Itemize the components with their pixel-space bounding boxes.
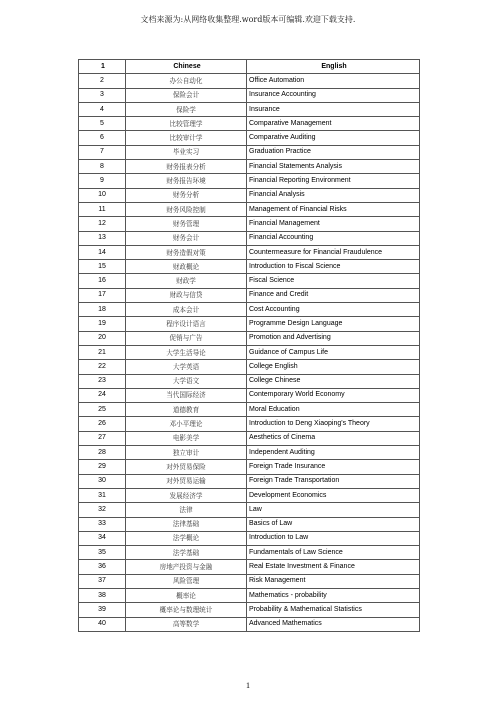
table-row bbox=[79, 460, 420, 474]
row-number: 16 bbox=[79, 274, 126, 288]
chinese-term: 财政概论 bbox=[126, 260, 247, 274]
english-term: Development Economics bbox=[247, 488, 420, 502]
table-row bbox=[79, 174, 420, 188]
table-row bbox=[79, 260, 420, 274]
chinese-term: 保险会计 bbox=[126, 88, 247, 102]
english-term: Mathematics - probability bbox=[247, 588, 420, 602]
english-term: Advanced Mathematics bbox=[247, 617, 420, 631]
row-number: 12 bbox=[79, 217, 126, 231]
chinese-term: 法学概论 bbox=[126, 531, 247, 545]
table-row bbox=[79, 102, 420, 116]
table-row bbox=[79, 131, 420, 145]
chinese-term: 保险学 bbox=[126, 102, 247, 116]
english-term: Comparative Management bbox=[247, 117, 420, 131]
row-number: 29 bbox=[79, 460, 126, 474]
english-term: Aesthetics of Cinema bbox=[247, 431, 420, 445]
row-number: 13 bbox=[79, 231, 126, 245]
english-term: Insurance bbox=[247, 102, 420, 116]
chinese-term: 对外贸易保险 bbox=[126, 460, 247, 474]
chinese-term: 法律基础 bbox=[126, 517, 247, 531]
chinese-term: 比较审计学 bbox=[126, 131, 247, 145]
row-number: 28 bbox=[79, 446, 126, 460]
table-row bbox=[79, 446, 420, 460]
english-term: Contemporary World Economy bbox=[247, 388, 420, 402]
row-number: 8 bbox=[79, 160, 126, 174]
row-number: 19 bbox=[79, 317, 126, 331]
english-term: Management of Financial Risks bbox=[247, 202, 420, 216]
chinese-term: 发展经济学 bbox=[126, 488, 247, 502]
english-term: Office Automation bbox=[247, 74, 420, 88]
row-number: 5 bbox=[79, 117, 126, 131]
english-term: Law bbox=[247, 503, 420, 517]
english-term: Financial Accounting bbox=[247, 231, 420, 245]
table-row bbox=[79, 388, 420, 402]
table-row bbox=[79, 288, 420, 302]
english-term: Financial Analysis bbox=[247, 188, 420, 202]
chinese-term: 高等数学 bbox=[126, 617, 247, 631]
table-row bbox=[79, 417, 420, 431]
chinese-term: 财政与信贷 bbox=[126, 288, 247, 302]
row-number: 35 bbox=[79, 546, 126, 560]
chinese-term: 对外贸易运输 bbox=[126, 474, 247, 488]
chinese-term: 风险管理 bbox=[126, 574, 247, 588]
english-term: Real Estate Investment & Finance bbox=[247, 560, 420, 574]
chinese-term: 道德教育 bbox=[126, 403, 247, 417]
row-number: 15 bbox=[79, 260, 126, 274]
chinese-term: 财务管理 bbox=[126, 217, 247, 231]
chinese-term: 比较管理学 bbox=[126, 117, 247, 131]
english-term: Introduction to Deng Xiaoping's Theory bbox=[247, 417, 420, 431]
row-number: 37 bbox=[79, 574, 126, 588]
chinese-term: 财务报告环境 bbox=[126, 174, 247, 188]
table-row bbox=[79, 374, 420, 388]
row-number: 32 bbox=[79, 503, 126, 517]
row-number: 25 bbox=[79, 403, 126, 417]
table-row bbox=[79, 488, 420, 502]
table-row bbox=[79, 231, 420, 245]
row-number: 9 bbox=[79, 174, 126, 188]
row-number: 38 bbox=[79, 588, 126, 602]
english-term: Moral Education bbox=[247, 403, 420, 417]
english-term: Financial Statements Analysis bbox=[247, 160, 420, 174]
row-number: 10 bbox=[79, 188, 126, 202]
header-chinese: Chinese bbox=[126, 60, 247, 74]
chinese-term: 财务风险控制 bbox=[126, 202, 247, 216]
chinese-term: 财务分析 bbox=[126, 188, 247, 202]
row-number: 4 bbox=[79, 102, 126, 116]
table-row bbox=[79, 217, 420, 231]
row-number: 31 bbox=[79, 488, 126, 502]
table-row bbox=[79, 617, 420, 631]
chinese-term: 法律 bbox=[126, 503, 247, 517]
english-term: Guidance of Campus Life bbox=[247, 345, 420, 359]
header-english: English bbox=[247, 60, 420, 74]
row-number: 2 bbox=[79, 74, 126, 88]
table-row bbox=[79, 202, 420, 216]
chinese-term: 成本会计 bbox=[126, 303, 247, 317]
row-number: 36 bbox=[79, 560, 126, 574]
table-row bbox=[79, 360, 420, 374]
row-number: 11 bbox=[79, 202, 126, 216]
row-number: 7 bbox=[79, 145, 126, 159]
header-number: 1 bbox=[79, 60, 126, 74]
english-term: Introduction to Fiscal Science bbox=[247, 260, 420, 274]
chinese-term: 促销与广告 bbox=[126, 331, 247, 345]
table-row bbox=[79, 145, 420, 159]
table-row bbox=[79, 517, 420, 531]
row-number: 33 bbox=[79, 517, 126, 531]
chinese-term: 法学基础 bbox=[126, 546, 247, 560]
row-number: 20 bbox=[79, 331, 126, 345]
row-number: 21 bbox=[79, 345, 126, 359]
chinese-term: 大学语文 bbox=[126, 374, 247, 388]
row-number: 18 bbox=[79, 303, 126, 317]
english-term: Financial Reporting Environment bbox=[247, 174, 420, 188]
english-term: Independent Auditing bbox=[247, 446, 420, 460]
table-row bbox=[79, 188, 420, 202]
chinese-term: 财务造假对策 bbox=[126, 245, 247, 259]
english-term: Promotion and Advertising bbox=[247, 331, 420, 345]
row-number: 39 bbox=[79, 603, 126, 617]
chinese-term: 大学生活导论 bbox=[126, 345, 247, 359]
table-row bbox=[79, 331, 420, 345]
table-row bbox=[79, 588, 420, 602]
chinese-term: 电影美学 bbox=[126, 431, 247, 445]
english-term: Countermeasure for Financial Fraudulence bbox=[247, 245, 420, 259]
table-row bbox=[79, 160, 420, 174]
row-number: 24 bbox=[79, 388, 126, 402]
row-number: 30 bbox=[79, 474, 126, 488]
english-term: Finance and Credit bbox=[247, 288, 420, 302]
row-number: 26 bbox=[79, 417, 126, 431]
chinese-term: 毕业实习 bbox=[126, 145, 247, 159]
table-row bbox=[79, 474, 420, 488]
english-term: Programme Design Language bbox=[247, 317, 420, 331]
table-header-row bbox=[79, 60, 420, 74]
english-term: Comparative Auditing bbox=[247, 131, 420, 145]
english-term: Fundamentals of Law Science bbox=[247, 546, 420, 560]
chinese-term: 程序设计语言 bbox=[126, 317, 247, 331]
chinese-term: 财政学 bbox=[126, 274, 247, 288]
table-row bbox=[79, 303, 420, 317]
table-row bbox=[79, 117, 420, 131]
table-row bbox=[79, 245, 420, 259]
page-number: 1 bbox=[246, 681, 250, 690]
english-term: Probability & Mathematical Statistics bbox=[247, 603, 420, 617]
table-row bbox=[79, 546, 420, 560]
row-number: 34 bbox=[79, 531, 126, 545]
english-term: College Chinese bbox=[247, 374, 420, 388]
chinese-term: 房地产投资与金融 bbox=[126, 560, 247, 574]
table-row bbox=[79, 503, 420, 517]
english-term: Insurance Accounting bbox=[247, 88, 420, 102]
table-row bbox=[79, 74, 420, 88]
table-row bbox=[79, 345, 420, 359]
chinese-term: 大学英语 bbox=[126, 360, 247, 374]
english-term: Basics of Law bbox=[247, 517, 420, 531]
table-row bbox=[79, 531, 420, 545]
table-row bbox=[79, 88, 420, 102]
row-number: 6 bbox=[79, 131, 126, 145]
row-number: 40 bbox=[79, 617, 126, 631]
row-number: 27 bbox=[79, 431, 126, 445]
row-number: 22 bbox=[79, 360, 126, 374]
table-row bbox=[79, 403, 420, 417]
english-term: Foreign Trade Insurance bbox=[247, 460, 420, 474]
page-header: 文档来源为:从网络收集整理.word版本可编辑.欢迎下载支持. bbox=[140, 15, 356, 24]
chinese-term: 当代国际经济 bbox=[126, 388, 247, 402]
chinese-term: 邓小平理论 bbox=[126, 417, 247, 431]
table-row bbox=[79, 274, 420, 288]
row-number: 23 bbox=[79, 374, 126, 388]
row-number: 14 bbox=[79, 245, 126, 259]
english-term: Fiscal Science bbox=[247, 274, 420, 288]
row-number: 17 bbox=[79, 288, 126, 302]
table-body bbox=[79, 74, 420, 632]
english-term: College English bbox=[247, 360, 420, 374]
table-row bbox=[79, 574, 420, 588]
english-term: Introduction to Law bbox=[247, 531, 420, 545]
vocabulary-table bbox=[78, 59, 420, 632]
row-number: 3 bbox=[79, 88, 126, 102]
chinese-term: 独立审计 bbox=[126, 446, 247, 460]
chinese-term: 概率论 bbox=[126, 588, 247, 602]
chinese-term: 办公自动化 bbox=[126, 74, 247, 88]
english-term: Foreign Trade Transportation bbox=[247, 474, 420, 488]
chinese-term: 财务报表分析 bbox=[126, 160, 247, 174]
english-term: Risk Management bbox=[247, 574, 420, 588]
english-term: Graduation Practice bbox=[247, 145, 420, 159]
table-row bbox=[79, 431, 420, 445]
table-row bbox=[79, 603, 420, 617]
english-term: Financial Management bbox=[247, 217, 420, 231]
table-row bbox=[79, 317, 420, 331]
chinese-term: 财务会计 bbox=[126, 231, 247, 245]
table-row bbox=[79, 560, 420, 574]
chinese-term: 概率论与数理统计 bbox=[126, 603, 247, 617]
english-term: Cost Accounting bbox=[247, 303, 420, 317]
